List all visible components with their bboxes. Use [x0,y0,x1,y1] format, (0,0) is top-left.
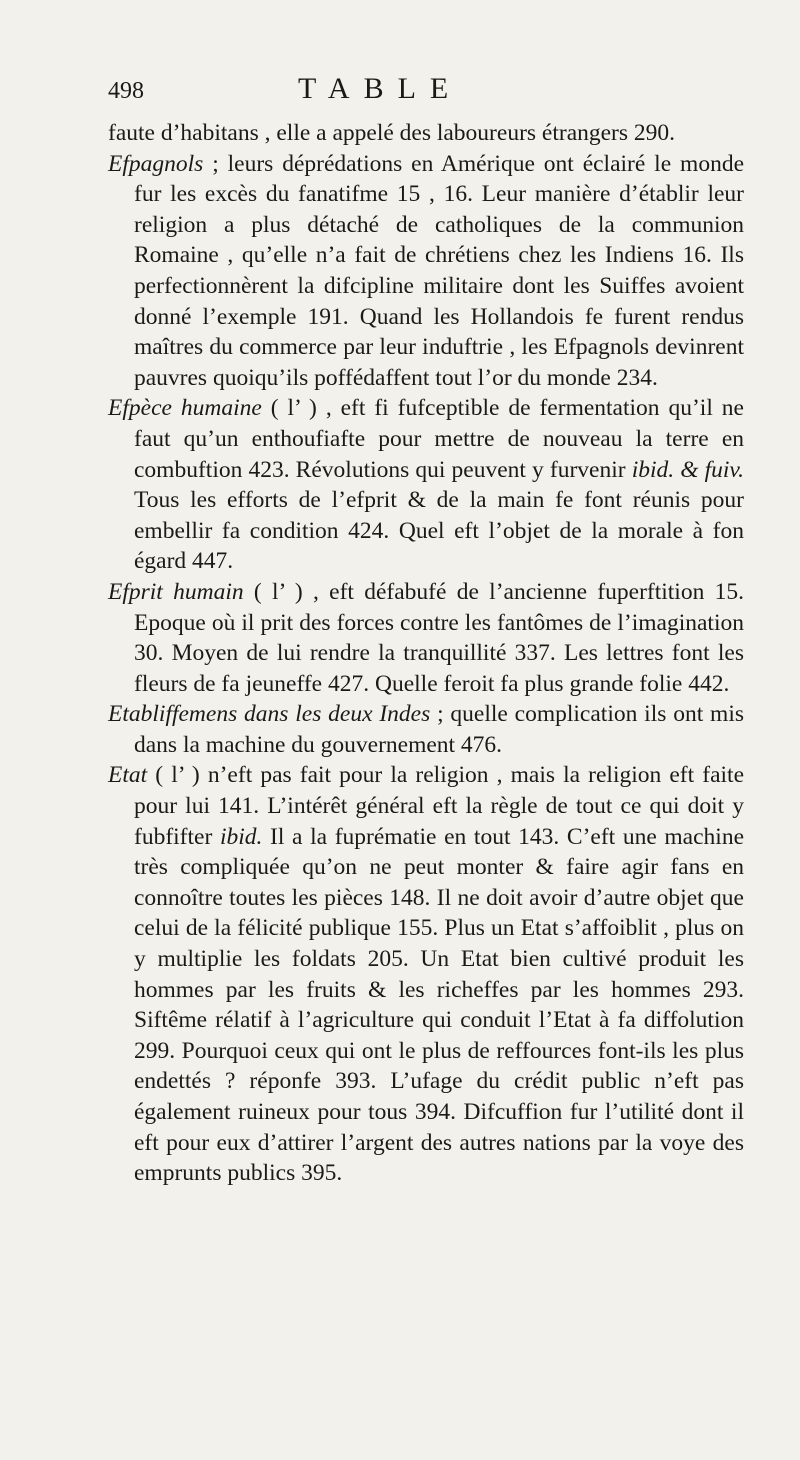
entry-text: ( l’ ) , eft fi fufceptible de fermentation qu’il ne faut qu’un enthoufiafte pour mettre de nouveau la terre en combuftion 423. Révolutions qui peuvent y furvenir [134,395,744,483]
entry-keyword: ibid. & fuiv. [631,456,744,483]
index-entry [108,149,744,394]
entry-text: Il a la fuprématie en tout 143. C’eft une machine très compliquée qu’on ne peut monter & faire agir fans en connoître toutes les pièces 148. Il ne doit avoir d’autre objet que celui de la félicité publique 155. Plus un Etat s’affoiblit , plus on y multiplie les foldats 205. Un Etat bien cultivé produit les hommes par les fruits & les richeffes par les hommes 293. Siftême rélatif à l’agriculture qui conduit l’Etat à fa diffolution 299. Pourquoi ceux qui ont le plus de reffources font-ils les plus endettés ? réponfe 393. L’ufage du crédit public n’eft pas également ruineux pour tous 394. Difcuffion fur l’utilité dont il eft pour eux d’attirer l’argent des autres nations par la voye des emprunts publics 395. [134,823,744,1187]
entry-text: Tous les efforts de l’efprit & de la main fe font réunis pour embellir fa condition 424. Quel eft l’objet de la morale à fon égard 447. [134,487,744,575]
index-entry [108,393,744,577]
index-entry [108,760,744,1188]
index-entry [108,577,744,699]
index-body [108,118,744,1189]
entry-keyword: Efpagnols [108,150,204,177]
page-number: 498 [108,78,144,104]
entry-keyword: Etat [108,762,148,789]
page-header [108,72,688,112]
entry-text: ( l’ ) , eft défabufé de l’ancienne fuperftition 15. Epoque où il prit des forces contre les fantômes de l’imagination 30. Moyen de lui rendre la tranquillité 337. Les lettres font les fleurs de fa jeuneffe 427. Quelle feroit fa plus grande folie 442. [134,578,744,697]
entry-text: ( l’ ) n’eft pas fait pour la religion , mais la religion eft faite pour lui 141. L’intérêt général eft la règle de tout ce qui doit y fubfifter [134,762,744,850]
index-entry [108,118,744,149]
entry-text: faute d’habitans , elle a appelé des laboureurs étrangers 290. [108,120,676,146]
entry-text: ; quelle complication ils ont mis dans la machine du gouvernement 476. [134,701,744,758]
running-title: TABLE [298,72,463,105]
entry-keyword: Efpèce humaine [108,395,262,422]
entry-text: ; leurs déprédations en Amérique ont éclairé le monde fur les excès du fanatifme 15 , 16. Leur manière d’établir leur religion a plus détaché de catholiques de la communion Romaine , qu’elle n’a fait de chrétiens chez les Indiens 16. Ils perfectionnèrent la difcipline militaire dont les Suiffes avoient donné l’exemple 191. Quand les Hollandois fe furent rendus maîtres du commerce par leur induftrie , les Efpagnols devinrent pauvres quoiqu’ils poffédaffent tout l’or du monde 234. [134,150,744,391]
entry-keyword: ibid. [219,823,263,850]
index-entry [108,699,744,760]
entry-keyword: Etabliffemens dans les deux Indes [108,701,431,728]
entry-keyword: Efprit humain [108,578,244,605]
